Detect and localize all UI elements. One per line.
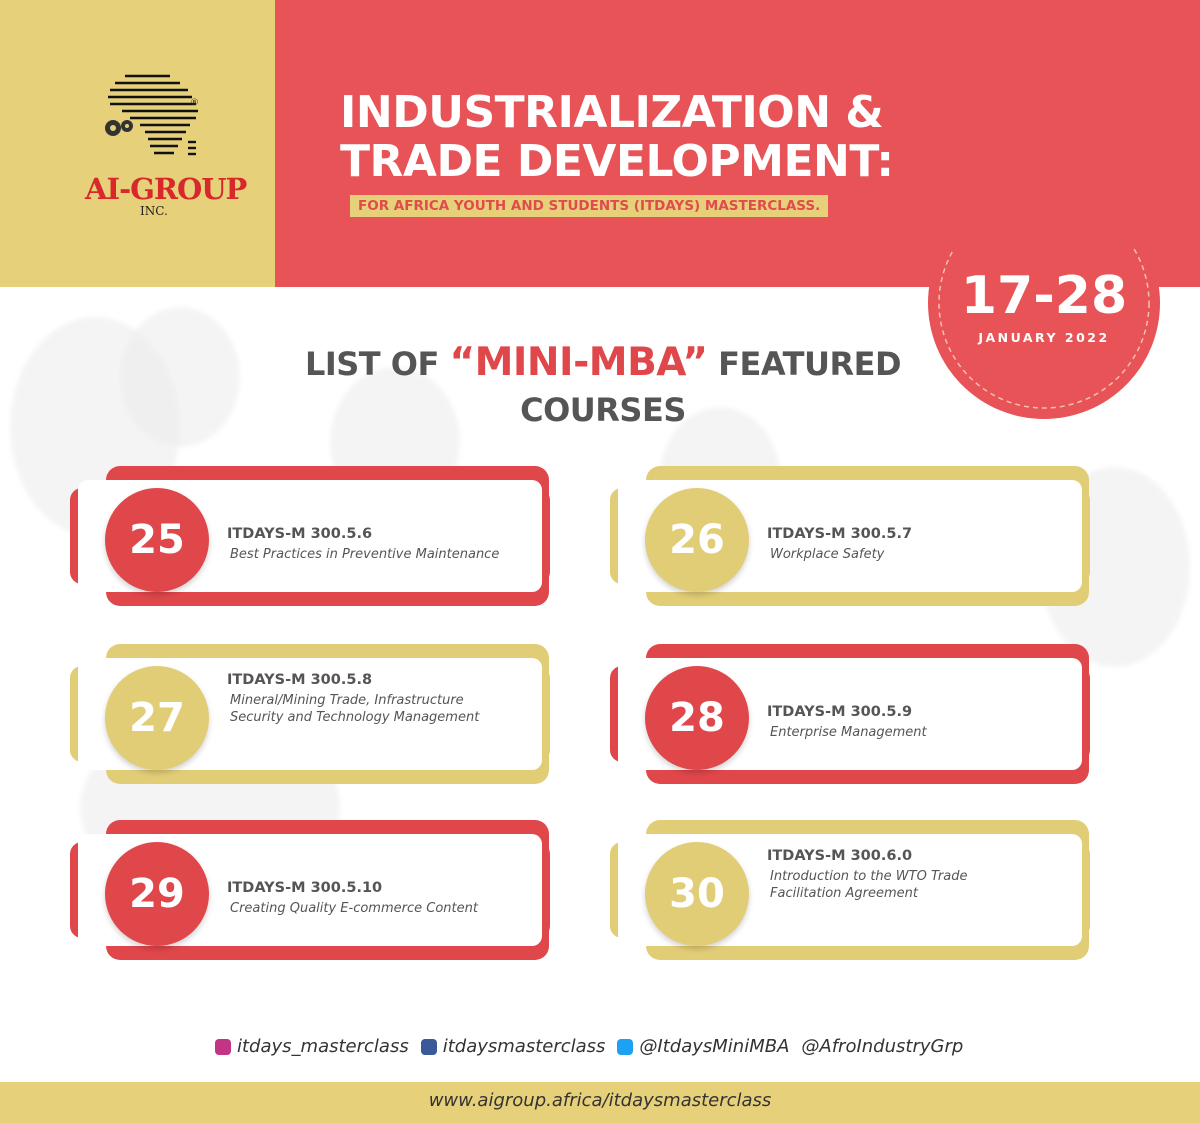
course-desc-line1: Creating Quality E-commerce Content [230, 901, 478, 916]
course-number: 27 [129, 695, 185, 741]
course-description [230, 900, 530, 917]
course-desc-line1: Best Practices in Preventive Maintenance [230, 547, 500, 562]
course-desc-line2: Security and Technology Management [230, 710, 480, 725]
course-card [70, 644, 550, 784]
title-line-2: TRADE DEVELOPMENT: [340, 136, 894, 187]
course-code: ITDAYS-M 300.5.8 [227, 672, 373, 688]
social-links [215, 1036, 963, 1057]
title-line-1: INDUSTRIALIZATION & [340, 87, 884, 138]
course-number-badge [645, 488, 749, 592]
course-number-badge [645, 666, 749, 770]
course-card [610, 644, 1090, 784]
course-code: ITDAYS-M 300.5.10 [227, 880, 383, 896]
twitter-handle: @ItdaysMiniMBA [639, 1036, 790, 1057]
course-card [70, 820, 550, 960]
brand-sub: INC. [140, 204, 168, 218]
subtitle: FOR AFRICA YOUTH AND STUDENTS (ITDAYS) MASTERCLASS. [350, 195, 828, 217]
course-number-badge [105, 666, 209, 770]
instagram-icon [215, 1039, 231, 1055]
course-desc-line1: Introduction to the WTO Trade [770, 869, 968, 884]
list-title-line2: COURSES [520, 391, 686, 429]
footer-url[interactable]: www.aigroup.africa/itdaysmasterclass [428, 1090, 772, 1111]
brand-name: AI-GROUP [85, 172, 247, 206]
list-title-highlight: “MINI-MBA” [449, 340, 708, 385]
facebook-handle: itdaysmasterclass [442, 1036, 606, 1057]
facebook-link[interactable] [421, 1036, 606, 1057]
africa-logo-icon [100, 70, 210, 170]
list-title-suffix: FEATURED [707, 345, 902, 383]
course-card [70, 466, 550, 606]
course-description [230, 692, 530, 726]
course-code: ITDAYS-M 300.5.6 [227, 526, 373, 542]
course-number-badge [105, 842, 209, 946]
course-description [770, 724, 1070, 741]
date-month: JANUARY 2022 [978, 330, 1110, 345]
page-title [340, 88, 894, 186]
date-range: 17-28 [960, 266, 1128, 326]
twitter-icon [617, 1039, 633, 1055]
course-desc-line2: Facilitation Agreement [770, 886, 919, 901]
other-handle: @AfroIndustryGrp [801, 1036, 964, 1057]
course-description [230, 546, 530, 563]
instagram-handle: itdays_masterclass [237, 1036, 409, 1057]
course-number: 28 [669, 695, 725, 741]
course-desc-line1: Workplace Safety [770, 547, 885, 562]
course-number: 26 [669, 517, 725, 563]
instagram-link[interactable] [215, 1036, 409, 1057]
twitter-link[interactable] [617, 1036, 789, 1057]
course-desc-line1: Enterprise Management [770, 725, 927, 740]
list-title [280, 340, 926, 433]
course-code: ITDAYS-M 300.5.7 [767, 526, 913, 542]
course-description [770, 868, 1070, 902]
course-number: 25 [129, 517, 185, 563]
course-code: ITDAYS-M 300.6.0 [767, 848, 913, 864]
course-description [770, 546, 1070, 563]
course-card [610, 466, 1090, 606]
course-code: ITDAYS-M 300.5.9 [767, 704, 913, 720]
course-number-badge [645, 842, 749, 946]
course-number-badge [105, 488, 209, 592]
course-card [610, 820, 1090, 960]
course-number: 30 [669, 871, 725, 917]
registered-mark: ® [190, 98, 199, 108]
course-number: 29 [129, 871, 185, 917]
list-title-prefix: LIST OF [304, 345, 450, 383]
other-handle-link[interactable] [801, 1036, 963, 1057]
facebook-icon [421, 1039, 437, 1055]
course-desc-line1: Mineral/Mining Trade, Infrastructure [230, 693, 464, 708]
